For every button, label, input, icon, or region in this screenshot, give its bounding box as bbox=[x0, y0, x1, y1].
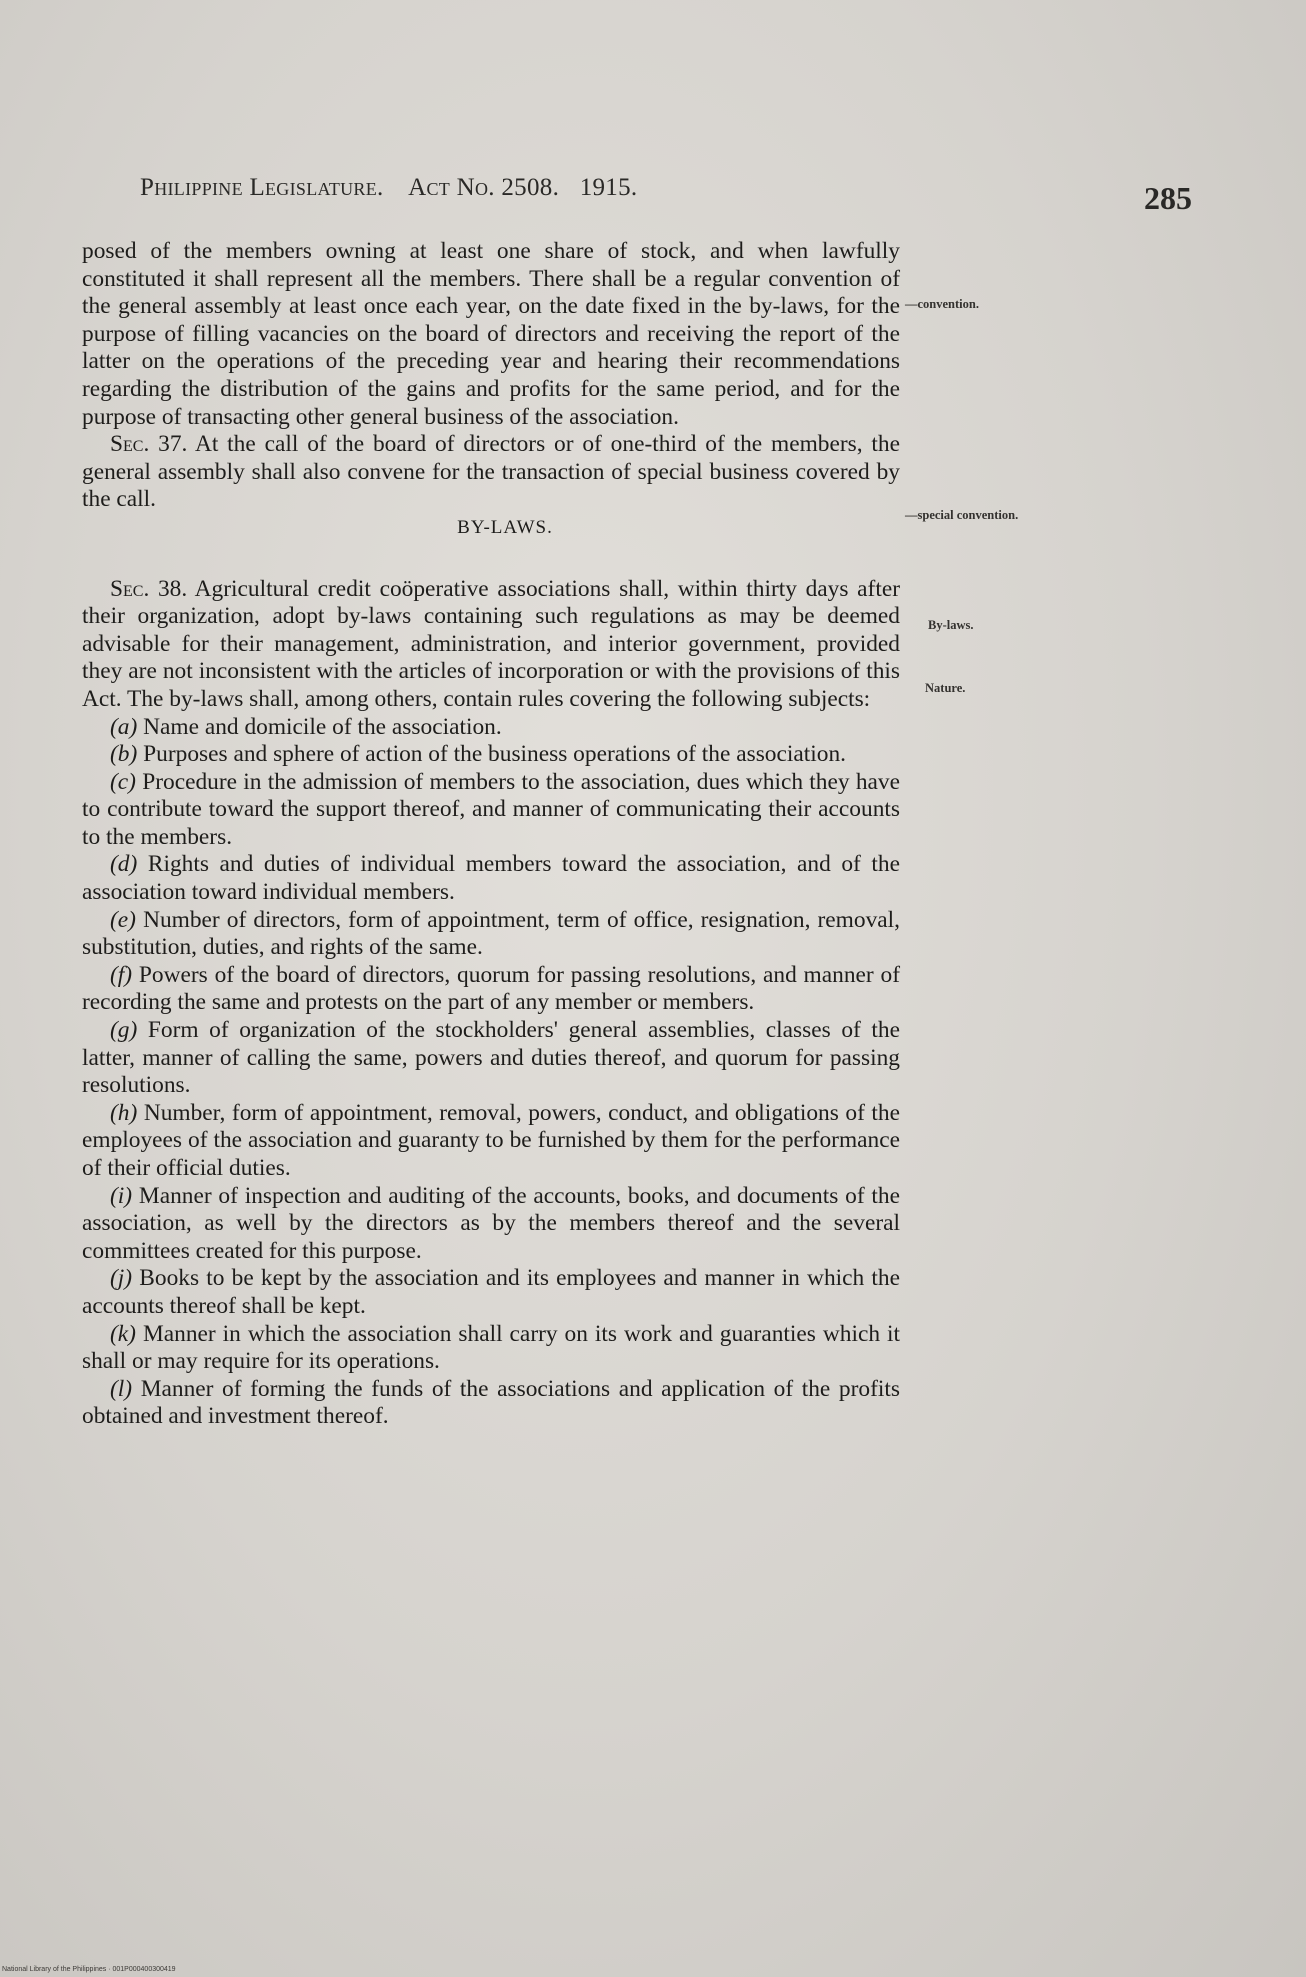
body-text bbox=[82, 238, 900, 1431]
item-text: Manner of forming the funds of the associations and application of the profits obtained and investment thereof. bbox=[82, 1375, 900, 1430]
list-item-i bbox=[82, 1183, 900, 1266]
item-letter: (f) bbox=[110, 961, 133, 988]
section-37-label: Sec. 37. bbox=[110, 431, 188, 458]
item-text: Number of directors, form of appointment, term of office, resignation, removal, substitution, duties, and rights of the same. bbox=[82, 906, 900, 961]
list-item-l bbox=[82, 1376, 900, 1431]
item-letter: (b) bbox=[110, 741, 138, 768]
item-letter: (i) bbox=[110, 1182, 133, 1209]
page-number: 285 bbox=[1144, 180, 1192, 216]
paragraph-section-38 bbox=[82, 576, 900, 714]
item-letter: (d) bbox=[110, 851, 138, 878]
item-letter: (l) bbox=[110, 1375, 133, 1402]
list-item-b bbox=[82, 741, 900, 769]
paragraph-section-37 bbox=[82, 431, 900, 514]
margin-note-nature: Nature. bbox=[925, 681, 966, 695]
section-heading-bylaws: BY-LAWS. bbox=[457, 516, 553, 538]
list-item-f bbox=[82, 962, 900, 1017]
list-item-d bbox=[82, 851, 900, 906]
margin-note-special-convention: —special convention. bbox=[905, 508, 1019, 522]
item-text: Purposes and sphere of action of the business operations of the association. bbox=[143, 741, 847, 768]
margin-note-bylaws: By-laws. bbox=[928, 618, 974, 632]
item-text: Number, form of appointment, removal, powers, conduct, and obligations of the employees of the association and guaranty to be furnished by them for the performance of their official duties. bbox=[82, 1099, 900, 1181]
list-item-h bbox=[82, 1100, 900, 1183]
running-head-title: Philippine Legislature. bbox=[140, 174, 384, 201]
item-letter: (j) bbox=[110, 1265, 133, 1292]
item-text: Manner in which the association shall carry on its work and guaranties which it shall or may require for its operations. bbox=[82, 1320, 900, 1375]
item-letter: (h) bbox=[110, 1099, 138, 1126]
item-letter: (g) bbox=[110, 1017, 138, 1044]
list-item-a bbox=[82, 714, 900, 742]
list-item-e bbox=[82, 907, 900, 962]
item-text: Powers of the board of directors, quorum for passing resolutions, and manner of recording the same and protests on the part of any member or members. bbox=[82, 961, 900, 1016]
footer-credit: National Library of the Philippines · 001P000400300419 bbox=[2, 1966, 176, 1973]
item-letter: (c) bbox=[110, 768, 136, 795]
running-head bbox=[140, 174, 880, 202]
item-letter: (e) bbox=[110, 906, 136, 933]
list-item-g bbox=[82, 1017, 900, 1100]
item-text: Rights and duties of individual members toward the association, and of the association toward individual members. bbox=[82, 851, 900, 906]
section-38-label: Sec. 38. bbox=[110, 575, 188, 602]
item-text: Name and domicile of the association. bbox=[143, 713, 502, 740]
item-letter: (a) bbox=[110, 713, 138, 740]
section-37-text: At the call of the board of directors or of one-third of the members, the general assembly shall also convene for the transaction of special business covered by the call. bbox=[82, 431, 901, 513]
item-text: Procedure in the admission of members to the association, dues which they have to contribute toward the support thereof, and manner of communicating their accounts to the members. bbox=[82, 768, 900, 850]
section-38-text: Agricultural credit coöperative associations shall, within thirty days after their organization, adopt by-laws containing such regulations as may be deemed advisable for their management, administration, and interior government, provided they are not inconsistent with the articles of incorporation or with the provisions of this Act. The by-laws shall, among others, contain rules covering the following subjects: bbox=[82, 575, 901, 712]
list-item-j bbox=[82, 1265, 900, 1320]
list-item-k bbox=[82, 1321, 900, 1376]
list-item-c bbox=[82, 769, 900, 852]
running-head-year: 1915. bbox=[579, 174, 638, 201]
item-text: Manner of inspection and auditing of the accounts, books, and documents of the association, as well by the directors as by the members thereof and the several committees created for this purpose. bbox=[82, 1182, 900, 1264]
item-letter: (k) bbox=[110, 1320, 136, 1347]
margin-note-convention: —convention. bbox=[905, 297, 979, 311]
paragraph-continuation: posed of the members owning at least one share of stock, and when lawfully constituted it shall represent all the members. There shall be a regular convention of the general assembly at least once each year, on the date fixed in the by-laws, for the purpose of filling vacancies on the board of directors and receiving the report of the latter on the operations of the preceding year and hearing their recommendations regarding the distribution of the gains and profits for the same period, and for the purpose of transacting other general business of the association. bbox=[82, 238, 900, 430]
item-text: Books to be kept by the association and its employees and manner in which the accounts thereof shall be kept. bbox=[82, 1265, 900, 1319]
item-text: Form of organization of the stockholders' general assemblies, classes of the latter, manner of calling the same, powers and duties thereof, and quorum for passing resolutions. bbox=[82, 1017, 900, 1099]
running-head-act: Act No. 2508. bbox=[408, 174, 560, 201]
